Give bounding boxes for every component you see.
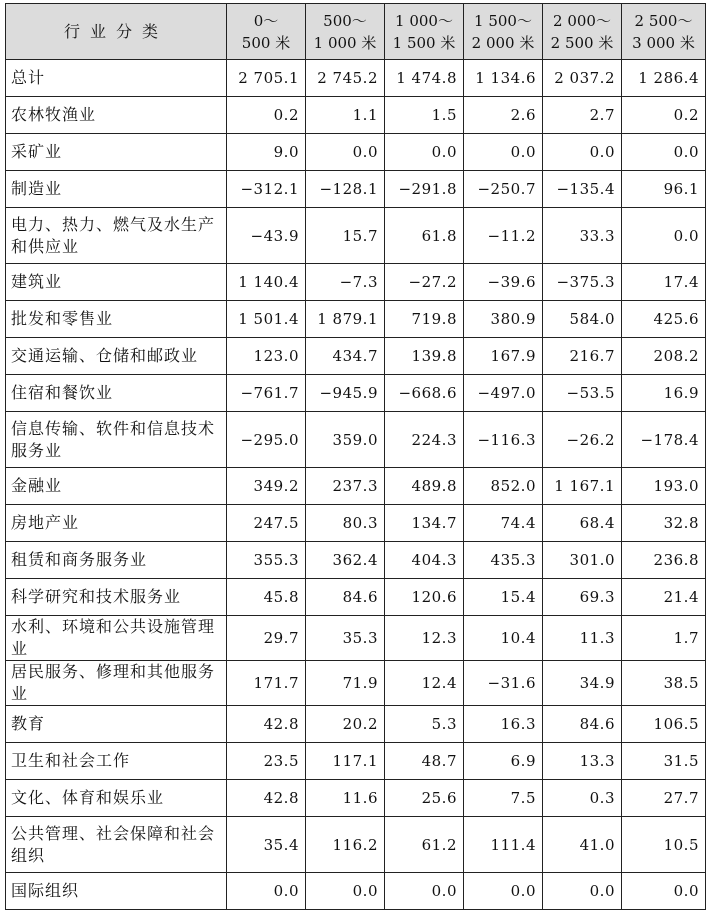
row-value: 27.7: [622, 780, 706, 817]
row-category: 教育: [6, 706, 227, 743]
row-value: 117.1: [306, 743, 385, 780]
row-value: 139.8: [385, 338, 464, 375]
row-value: 13.3: [543, 743, 622, 780]
row-value: 0.0: [385, 134, 464, 171]
row-value: 134.7: [385, 505, 464, 542]
row-value: 42.8: [227, 706, 306, 743]
row-value: 6.9: [464, 743, 543, 780]
row-category: 居民服务、修理和其他服务业: [6, 661, 227, 706]
header-range-end: 1 500 米: [392, 33, 456, 52]
row-value: 434.7: [306, 338, 385, 375]
row-value: 12.3: [385, 616, 464, 661]
row-value: 0.0: [543, 873, 622, 910]
row-value: 0.0: [622, 134, 706, 171]
row-value: 80.3: [306, 505, 385, 542]
row-value: 35.4: [227, 817, 306, 873]
table-row: [6, 505, 706, 542]
row-value: −7.3: [306, 264, 385, 301]
row-value: −31.6: [464, 661, 543, 706]
row-value: 362.4: [306, 542, 385, 579]
row-value: 236.8: [622, 542, 706, 579]
row-value: 68.4: [543, 505, 622, 542]
row-value: 404.3: [385, 542, 464, 579]
row-value: 42.8: [227, 780, 306, 817]
table-row: [6, 616, 706, 661]
row-value: 31.5: [622, 743, 706, 780]
header-range-end: 2 000 米: [471, 33, 535, 52]
header-row: [6, 4, 706, 60]
table-row: [6, 661, 706, 706]
table-row: [6, 873, 706, 910]
table-body: [6, 60, 706, 910]
header-range-start: 500～: [323, 11, 367, 30]
row-value: 1.5: [385, 97, 464, 134]
row-category: 房地产业: [6, 505, 227, 542]
row-value: −27.2: [385, 264, 464, 301]
header-range: [306, 4, 385, 60]
row-value: 33.3: [543, 208, 622, 264]
row-value: 301.0: [543, 542, 622, 579]
row-value: −250.7: [464, 171, 543, 208]
row-value: −668.6: [385, 375, 464, 412]
row-value: 425.6: [622, 301, 706, 338]
header-range: [622, 4, 706, 60]
row-value: 2.6: [464, 97, 543, 134]
header-range-start: 1 500～: [474, 11, 532, 30]
row-value: 0.0: [622, 208, 706, 264]
row-category: 住宿和餐饮业: [6, 375, 227, 412]
row-value: 0.0: [464, 134, 543, 171]
table-row: [6, 780, 706, 817]
row-value: −312.1: [227, 171, 306, 208]
header-range-end: 2 500 米: [550, 33, 614, 52]
row-value: −128.1: [306, 171, 385, 208]
row-value: 116.2: [306, 817, 385, 873]
row-value: 1.7: [622, 616, 706, 661]
row-category: 金融业: [6, 468, 227, 505]
row-value: 0.0: [306, 873, 385, 910]
row-value: 0.0: [464, 873, 543, 910]
row-value: 0.0: [385, 873, 464, 910]
header-range: [543, 4, 622, 60]
header-range: [464, 4, 543, 60]
row-value: 1 474.8: [385, 60, 464, 97]
row-value: 9.0: [227, 134, 306, 171]
row-value: 61.8: [385, 208, 464, 264]
row-value: 0.0: [622, 873, 706, 910]
row-value: 35.3: [306, 616, 385, 661]
table-row: [6, 817, 706, 873]
row-value: 15.4: [464, 579, 543, 616]
table-row: [6, 743, 706, 780]
table-row: [6, 97, 706, 134]
row-category: 卫生和社会工作: [6, 743, 227, 780]
row-value: 237.3: [306, 468, 385, 505]
row-category: 水利、环境和公共设施管理业: [6, 616, 227, 661]
table-row: [6, 706, 706, 743]
row-value: 1.1: [306, 97, 385, 134]
row-value: 1 286.4: [622, 60, 706, 97]
table-row: [6, 60, 706, 97]
row-value: 11.6: [306, 780, 385, 817]
row-value: 48.7: [385, 743, 464, 780]
table-row: [6, 301, 706, 338]
header-range: [385, 4, 464, 60]
table-row: [6, 412, 706, 468]
table-row: [6, 171, 706, 208]
table-row: [6, 338, 706, 375]
row-value: 0.3: [543, 780, 622, 817]
row-value: −178.4: [622, 412, 706, 468]
header-range-start: 2 500～: [634, 11, 693, 30]
row-value: −26.2: [543, 412, 622, 468]
row-value: 584.0: [543, 301, 622, 338]
row-value: −43.9: [227, 208, 306, 264]
row-value: 20.2: [306, 706, 385, 743]
row-value: 719.8: [385, 301, 464, 338]
row-value: −945.9: [306, 375, 385, 412]
row-value: 16.9: [622, 375, 706, 412]
row-value: 1 501.4: [227, 301, 306, 338]
row-category: 国际组织: [6, 873, 227, 910]
row-category: 采矿业: [6, 134, 227, 171]
row-value: 0.2: [227, 97, 306, 134]
row-value: 1 134.6: [464, 60, 543, 97]
row-value: −53.5: [543, 375, 622, 412]
row-value: 84.6: [306, 579, 385, 616]
row-value: 171.7: [227, 661, 306, 706]
table-row: [6, 542, 706, 579]
row-value: 106.5: [622, 706, 706, 743]
row-value: 34.9: [543, 661, 622, 706]
row-value: 96.1: [622, 171, 706, 208]
table-row: [6, 208, 706, 264]
row-value: −295.0: [227, 412, 306, 468]
row-value: 21.4: [622, 579, 706, 616]
table-row: [6, 134, 706, 171]
row-category: 农林牧渔业: [6, 97, 227, 134]
row-value: 167.9: [464, 338, 543, 375]
row-value: 359.0: [306, 412, 385, 468]
row-value: 380.9: [464, 301, 543, 338]
row-category: 交通运输、仓储和邮政业: [6, 338, 227, 375]
row-value: 1 167.1: [543, 468, 622, 505]
row-value: 17.4: [622, 264, 706, 301]
header-range-end: 1 000 米: [313, 33, 377, 52]
row-value: 0.0: [306, 134, 385, 171]
row-value: 74.4: [464, 505, 543, 542]
row-category: 租赁和商务服务业: [6, 542, 227, 579]
table-row: [6, 375, 706, 412]
row-value: 1 140.4: [227, 264, 306, 301]
row-value: 10.5: [622, 817, 706, 873]
row-value: 61.2: [385, 817, 464, 873]
row-value: 0.2: [622, 97, 706, 134]
row-value: 489.8: [385, 468, 464, 505]
row-value: 16.3: [464, 706, 543, 743]
row-value: 1 879.1: [306, 301, 385, 338]
row-category: 信息传输、软件和信息技术服务业: [6, 412, 227, 468]
row-value: 15.7: [306, 208, 385, 264]
row-value: −761.7: [227, 375, 306, 412]
row-value: 0.0: [543, 134, 622, 171]
row-value: 2 037.2: [543, 60, 622, 97]
header-range-start: 2 000～: [553, 11, 611, 30]
row-value: −116.3: [464, 412, 543, 468]
row-value: 84.6: [543, 706, 622, 743]
row-value: 111.4: [464, 817, 543, 873]
row-category: 文化、体育和娱乐业: [6, 780, 227, 817]
header-range: [227, 4, 306, 60]
row-value: 355.3: [227, 542, 306, 579]
industry-distance-table: [5, 3, 706, 910]
row-value: −135.4: [543, 171, 622, 208]
row-value: 435.3: [464, 542, 543, 579]
header-range-start: 0～: [253, 11, 279, 30]
row-value: 32.8: [622, 505, 706, 542]
row-value: 852.0: [464, 468, 543, 505]
row-value: −497.0: [464, 375, 543, 412]
row-value: 29.7: [227, 616, 306, 661]
row-value: 69.3: [543, 579, 622, 616]
row-value: 224.3: [385, 412, 464, 468]
row-value: 45.8: [227, 579, 306, 616]
row-value: 0.0: [227, 873, 306, 910]
row-value: −375.3: [543, 264, 622, 301]
table-row: [6, 264, 706, 301]
header-range-start: 1 000～: [395, 11, 453, 30]
row-value: 23.5: [227, 743, 306, 780]
row-category: 科学研究和技术服务业: [6, 579, 227, 616]
row-value: 2.7: [543, 97, 622, 134]
row-value: 208.2: [622, 338, 706, 375]
row-category: 建筑业: [6, 264, 227, 301]
header-category: 行业分类: [6, 4, 227, 60]
row-value: 349.2: [227, 468, 306, 505]
row-value: −11.2: [464, 208, 543, 264]
row-value: 38.5: [622, 661, 706, 706]
row-value: 12.4: [385, 661, 464, 706]
header-range-end: 3 000 米: [632, 33, 695, 52]
row-category: 电力、热力、燃气及水生产和供应业: [6, 208, 227, 264]
row-value: 247.5: [227, 505, 306, 542]
table-row: [6, 579, 706, 616]
row-value: −39.6: [464, 264, 543, 301]
row-value: −291.8: [385, 171, 464, 208]
row-category: 公共管理、社会保障和社会组织: [6, 817, 227, 873]
row-value: 216.7: [543, 338, 622, 375]
row-value: 7.5: [464, 780, 543, 817]
row-value: 41.0: [543, 817, 622, 873]
row-value: 71.9: [306, 661, 385, 706]
row-value: 123.0: [227, 338, 306, 375]
row-category: 批发和零售业: [6, 301, 227, 338]
row-category: 制造业: [6, 171, 227, 208]
row-value: 193.0: [622, 468, 706, 505]
row-value: 11.3: [543, 616, 622, 661]
header-range-end: 500 米: [241, 33, 291, 52]
row-category: 总计: [6, 60, 227, 97]
row-value: 2 745.2: [306, 60, 385, 97]
table-row: [6, 468, 706, 505]
row-value: 5.3: [385, 706, 464, 743]
row-value: 10.4: [464, 616, 543, 661]
row-value: 120.6: [385, 579, 464, 616]
row-value: 25.6: [385, 780, 464, 817]
row-value: 2 705.1: [227, 60, 306, 97]
